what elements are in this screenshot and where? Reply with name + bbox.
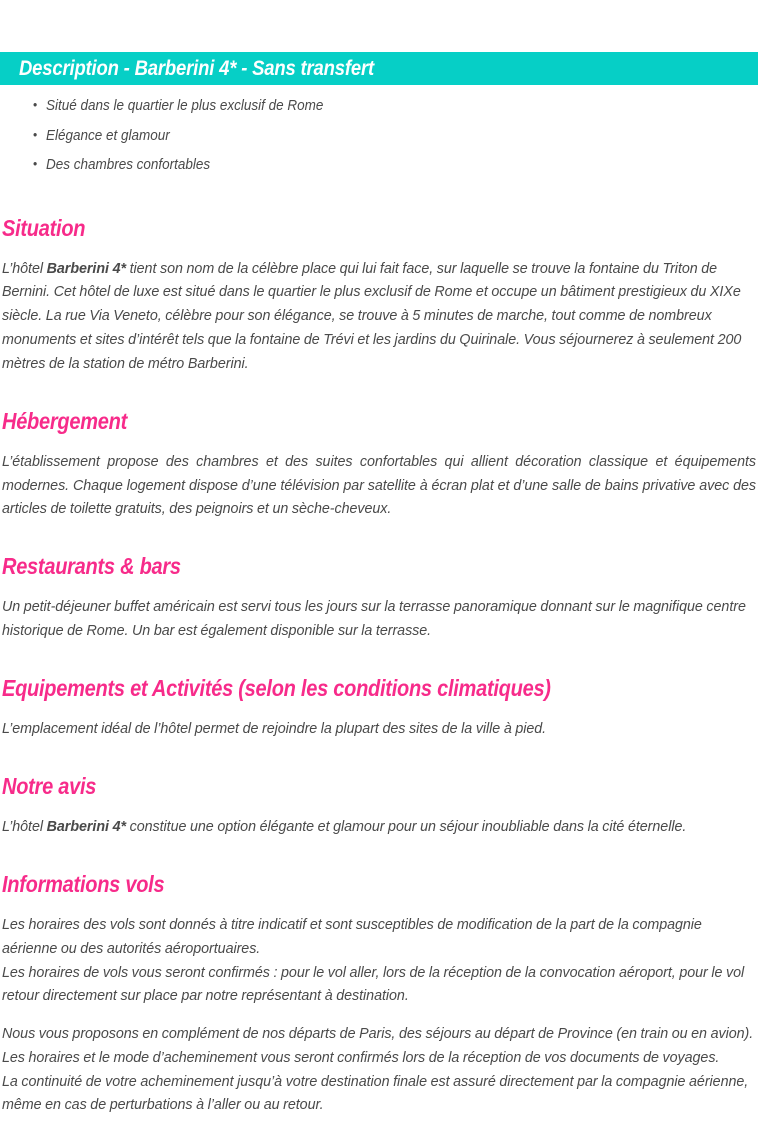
section-paragraph-situation [2, 258, 756, 377]
section-informations-vols [2, 872, 756, 1119]
spacer [2, 240, 756, 258]
content-area [0, 85, 758, 1118]
section-heading-hebergement: Hébergement [2, 407, 128, 434]
spacer [2, 896, 756, 914]
spacer [2, 840, 756, 872]
flight-info-paragraph-5: La continuité de votre acheminement jusqu’à votre destination finale est assuré directement par la compagnie aérienne, même en cas de perturbations à l’aller ou au retour. [2, 1073, 749, 1114]
page-banner [0, 52, 758, 85]
section-situation [2, 216, 756, 377]
section-heading-informations-vols: Informations vols [2, 870, 165, 897]
spacer [2, 433, 756, 451]
section-restaurants [2, 554, 756, 644]
hotel-name-emphasis: Barberini 4* [46, 818, 126, 835]
list-item: • Elégance et glamour [46, 129, 706, 159]
hotel-name-emphasis: Barberini 4* [46, 260, 126, 277]
section-heading-restaurants: Restaurants & bars [2, 553, 181, 580]
spacer [2, 644, 756, 676]
section-heading-notre-avis: Notre avis [2, 772, 97, 799]
spacer [2, 798, 756, 816]
flight-info-paragraph-4: Les horaires et le mode d’acheminement vous seront confirmés lors de la réception de vos documents de voyages. [2, 1049, 720, 1066]
section-paragraph-notre-avis [2, 816, 756, 840]
paragraph-text-rest: constitue une option élégante et glamour pour un séjour inoubliable dans la cité éternelle. [125, 818, 687, 835]
section-heading-equipements: Equipements et Activités (selon les conditions climatiques) [2, 674, 551, 701]
flight-info-paragraph-3: Nous vous proposons en complément de nos départs de Paris, des séjours au départ de Province (en train ou en avion). [2, 1026, 754, 1043]
spacer [2, 1009, 756, 1023]
paragraph-text-lead: L’hôtel [2, 818, 47, 835]
spacer [2, 522, 756, 554]
spacer [2, 742, 756, 774]
section-paragraph-equipements: L’emplacement idéal de l’hôtel permet de rejoindre la plupart des sites de la ville à pied. [2, 721, 547, 738]
banner-title: Description - Barberini 4* - Sans transfert [19, 57, 374, 80]
section-heading-situation: Situation [2, 214, 86, 241]
top-spacer [0, 0, 758, 52]
section-paragraph-hebergement: L’établissement propose des chambres et des suites confortables qui allient décoration classique et équipements modernes. Chaque logement dispose d’une télévision par satellite à écran plat et d’une salle de bains privative avec des articles de toilette gratuits, des peignoirs et un sèche-cheveux. [2, 453, 756, 518]
spacer [2, 700, 756, 718]
spacer [2, 578, 756, 596]
paragraph-text-lead: L’hôtel [2, 260, 47, 277]
spacer [2, 377, 756, 409]
section-paragraph-restaurants: Un petit-déjeuner buffet américain est servi tous les jours sur la terrasse panoramique donnant sur le magnifique centre historique de Rome. Un bar est également disponible sur la terrasse. [2, 599, 746, 640]
list-item: • Des chambres confortables [46, 158, 706, 188]
paragraph-text-rest: tient son nom de la célèbre place qui lui fait face, sur laquelle se trouve la fontaine du Triton de Bernini. Cet hôtel de luxe est situé dans le quartier le plus exclusif de Rome et occupe un bâtiment prestigieux du XIXe siècle. La rue Via Veneto, célèbre pour son élégance, se trouve à 5 minutes de marche, tout comme de nombreux monuments et sites d’intérêt tels que la fontaine de Trévi et les jardins du Quirinale. Vous séjournerez à seulement 200 mètres de la station de métro Barberini. [2, 260, 742, 372]
section-equipements [2, 676, 756, 742]
spacer [2, 188, 756, 216]
section-hebergement [2, 409, 756, 523]
section-notre-avis [2, 774, 756, 840]
list-item: • Situé dans le quartier le plus exclusif de Rome [46, 99, 706, 129]
highlights-list [2, 85, 756, 188]
flight-info-paragraph-1: Les horaires des vols sont donnés à titre indicatif et sont susceptibles de modification de la part de la compagnie aérienne ou des autorités aéroportuaires. [2, 916, 702, 957]
flight-info-paragraph-2: Les horaires de vols vous seront confirmés : pour le vol aller, lors de la réception de la convocation aéroport, pour le vol retour directement sur place par notre représentant à destination. [2, 964, 745, 1005]
